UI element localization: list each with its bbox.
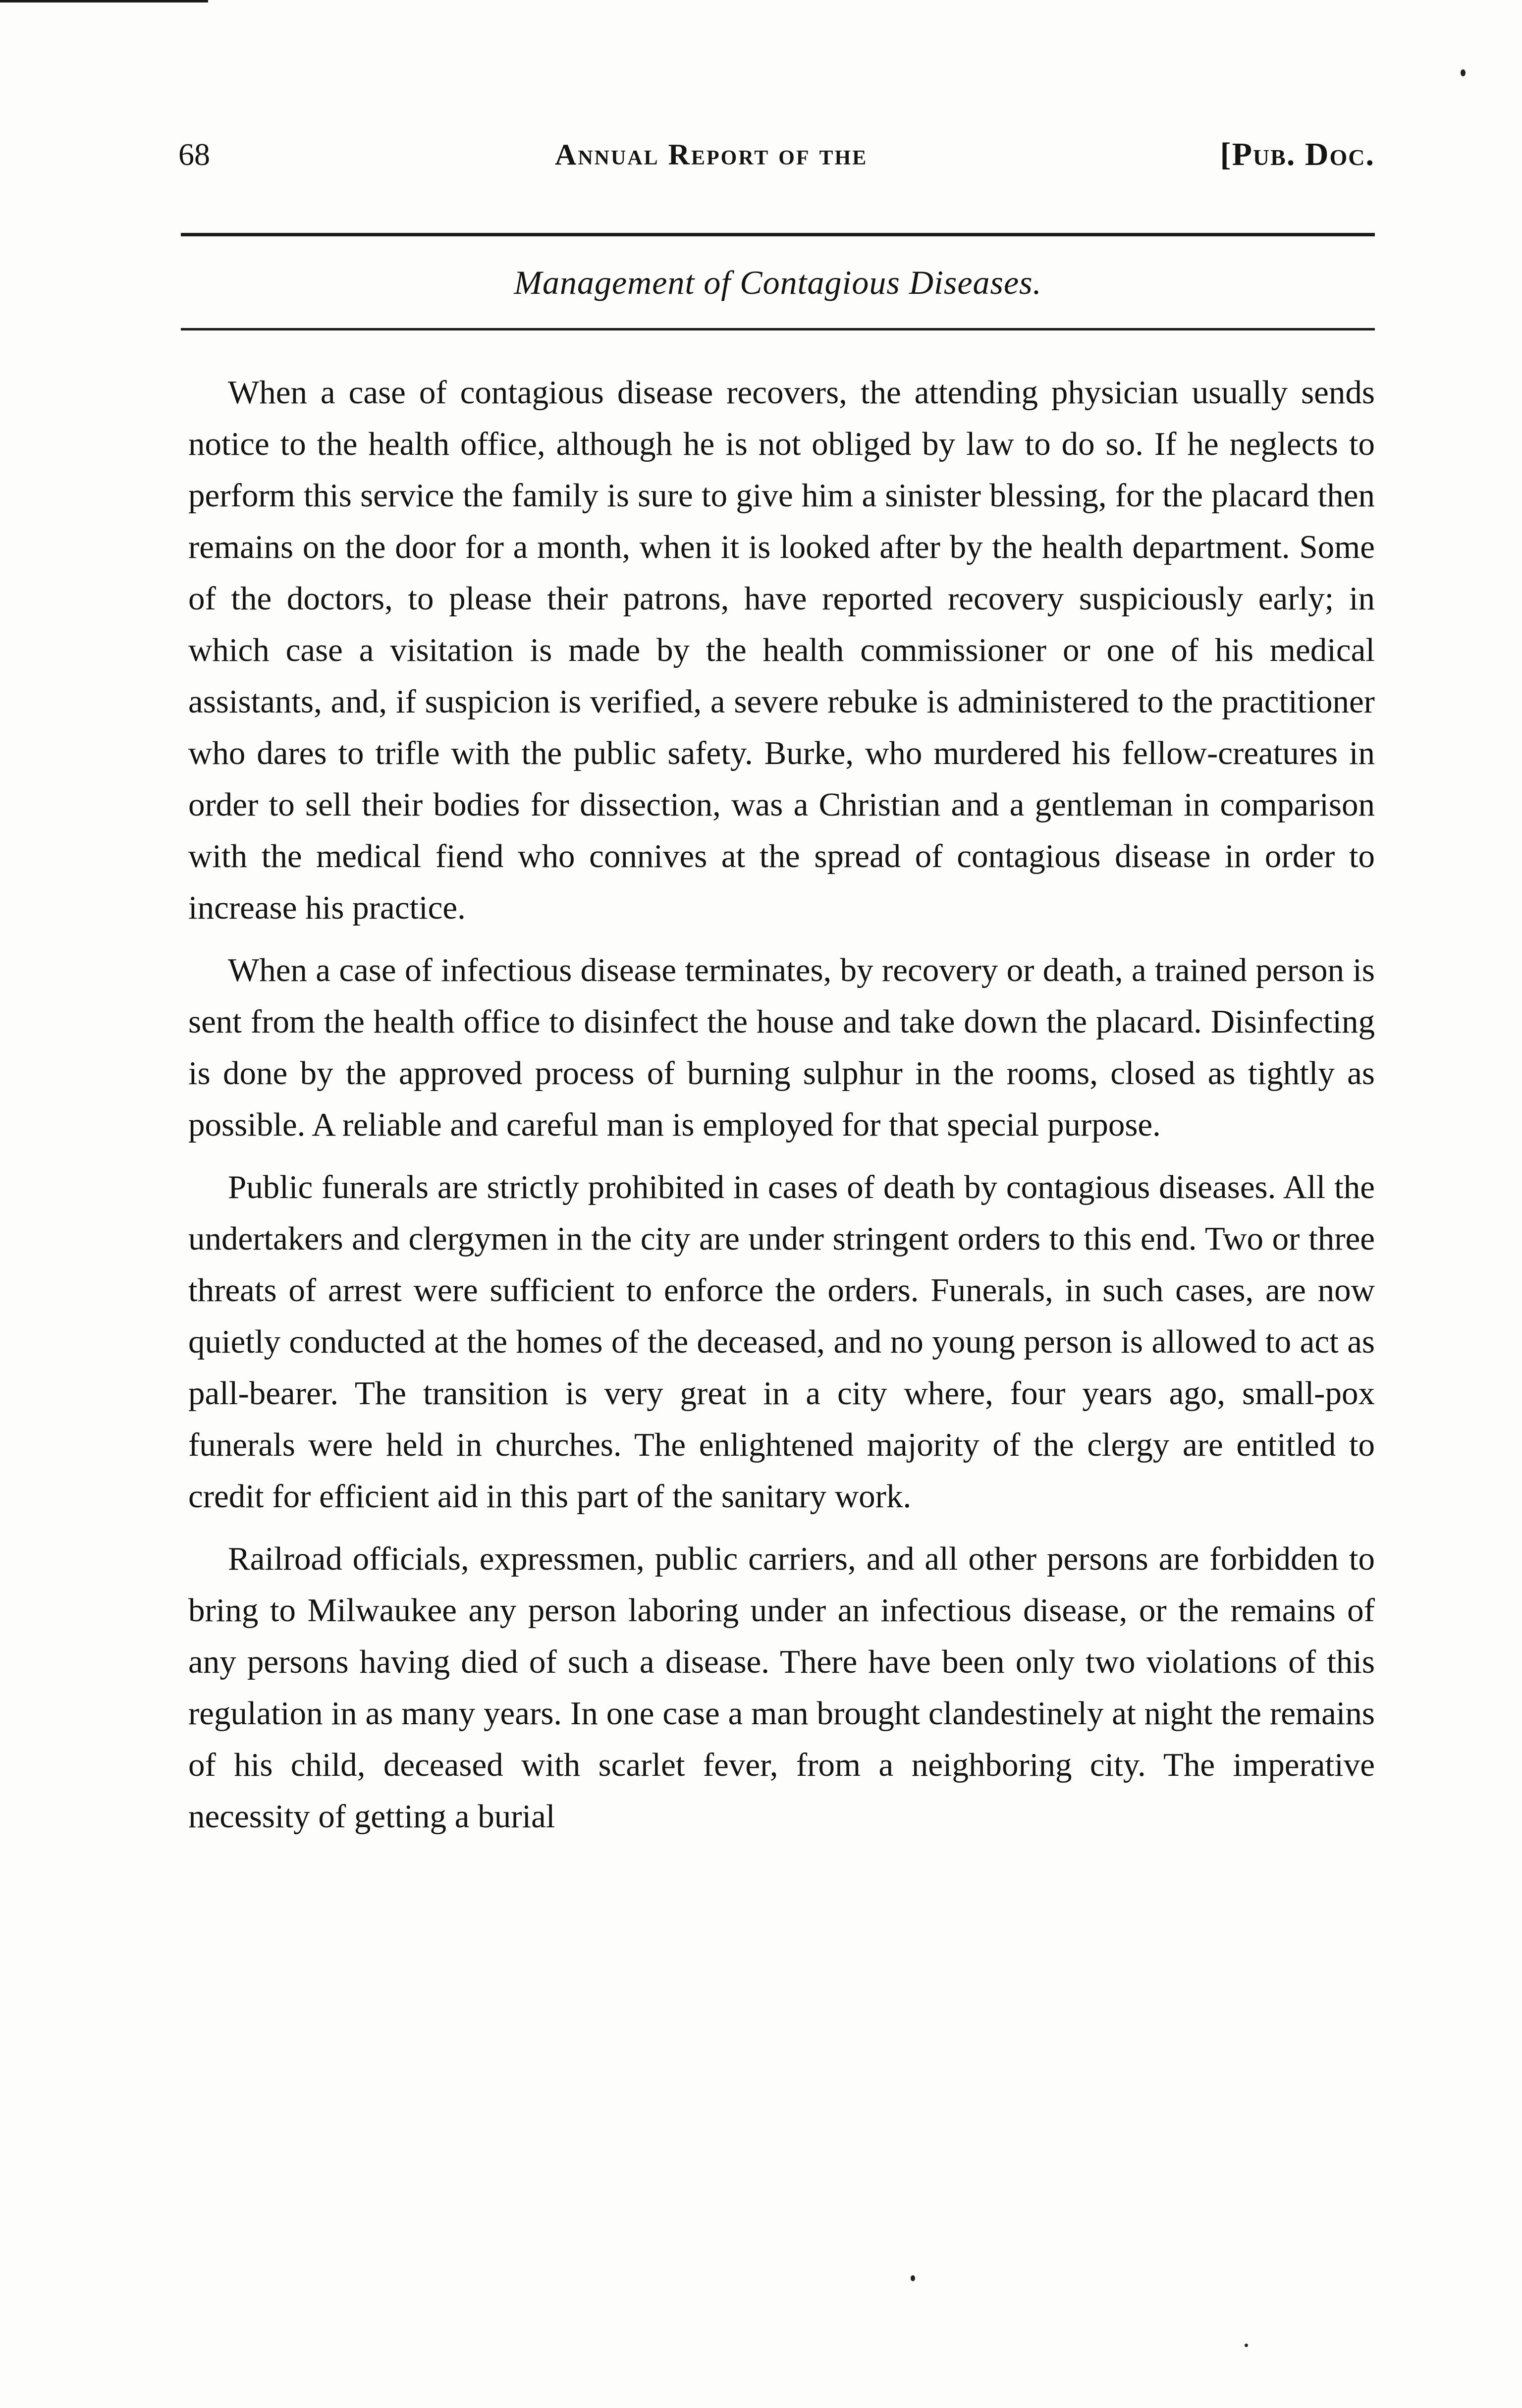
body-text — [188, 367, 1375, 1853]
document-reference: [Pub. Doc. — [1220, 136, 1375, 172]
running-title: Annual Report of the — [555, 138, 868, 171]
paragraph: When a case of contagious disease recovers, the attending physician usually sends notice to the health office, although he is not obliged by law to do so. If he neglects to perform this service the family is sure to give him a sinister blessing, for the placard then remains on the door for a month, when it is looked after by the health department. Some of the doctors, to please their patrons, have reported recovery suspiciously early; in which case a visitation is made by the health commissioner or one of his medical assistants, and, if suspicion is verified, a severe rebuke is administered to the practitioner who dares to trifle with the public safety. Burke, who murdered his fellow-creatures in order to sell their bodies for dissection, was a Christian and a gentleman in comparison with the medical fiend who connives at the spread of contagious disease in order to increase his practice. — [188, 374, 1375, 926]
scan-edge-rule — [0, 0, 208, 2]
page-header — [178, 130, 1375, 179]
scan-speck — [1461, 69, 1466, 76]
page-number: 68 — [178, 137, 210, 172]
paragraph: Railroad officials, expressmen, public carriers, and all other persons are forbidden to bring to Milwaukee any person laboring under an infectious disease, or the remains of any persons having died of such a disease. There have been only two violations of this regulation in as many years. In one case a man brought clandestinely at night the remains of his child, deceased with scarlet fever, from a neighboring city. The imperative necessity of getting a burial — [188, 1540, 1375, 1835]
section-title: Management of Contagious Diseases. — [514, 264, 1042, 301]
paragraph: When a case of infectious disease terminates, by recovery or death, a trained person is sent from the health office to disinfect the house and take down the placard. Disinfecting is done by the approved process of burning sulphur in the rooms, closed as tightly as possible. A reliable and careful man is employed for that special purpose. — [188, 952, 1375, 1143]
header-rule-bottom — [181, 328, 1375, 330]
header-rule-top — [181, 233, 1375, 236]
scan-speck — [911, 2275, 915, 2281]
paragraph: Public funerals are strictly prohibited in cases of death by contagious diseases. All the undertakers and clergymen in the city are under stringent orders to this end. Two or three threats of arrest were sufficient to enforce the orders. Funerals, in such cases, are now quietly conducted at the homes of the deceased, and no young person is allowed to act as pall-bearer. The transition is very great in a city where, four years ago, small-pox funerals were held in churches. The enlightened majority of the clergy are entitled to credit for efficient aid in this part of the sanitary work. — [188, 1169, 1375, 1515]
scan-speck — [1245, 2344, 1248, 2347]
